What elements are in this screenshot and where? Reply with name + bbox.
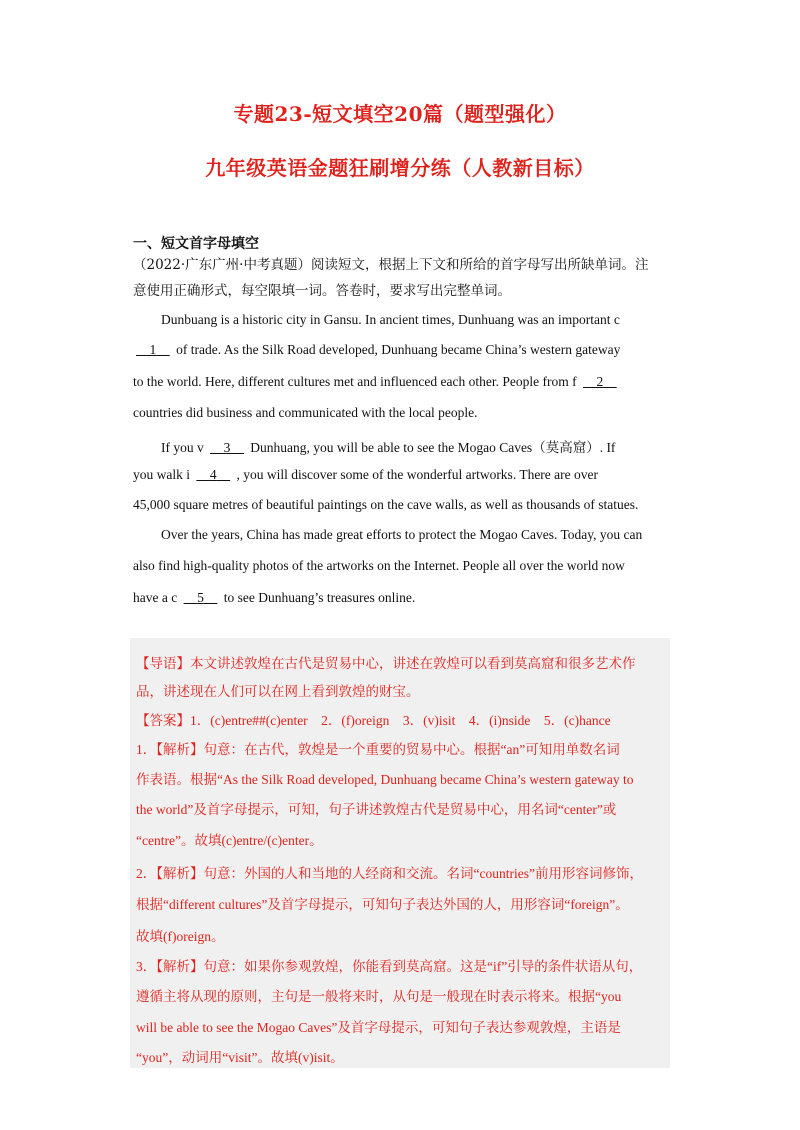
analysis-1-line: the world”及首字母提示，可知，句子讲述敦煌古代是贸易中心，用名词“center”或 — [136, 802, 617, 817]
answer-key: 【答案】1．(c)entre##(c)enter 2．(f)oreign 3．(v)isit 4．(i)nside 5．(c)hance — [136, 713, 611, 728]
analysis-3-line: 3．【解析】句意：如果你参观敦煌，你能看到莫高窟。这是“if”引导的条件状语从句， — [136, 959, 643, 974]
instructions-line-1: （2022·广东广州·中考真题）阅读短文，根据上下文和所给的首字母写出所缺单词。注 — [133, 257, 649, 273]
guide-line-1: 【导语】本文讲述敦煌在古代是贸易中心，讲述在敦煌可以看到莫高窟和很多艺术作 — [136, 656, 636, 671]
passage-line: Dunbuang is a historic city in Gansu. In ancient times, Dunhuang was an important c — [161, 312, 620, 327]
blank-3[interactable]: 3 — [223, 440, 231, 455]
passage-line: have a c 5 to see Dunhuang’s treasures online. — [133, 590, 416, 605]
section-heading: 一、短文首字母填空 — [133, 236, 259, 252]
passage-line: 45,000 square metres of beautiful paintings on the cave walls, as well as thousands of statues. — [133, 497, 639, 512]
page-subtitle: 九年级英语金题狂刷增分练（人教新目标） — [205, 156, 595, 180]
analysis-1-line: 1．【解析】句意：在古代，敦煌是一个重要的贸易中心。根据“an”可知用单数名词 — [136, 742, 620, 757]
passage-line: countries did business and communicated with the local people. — [133, 405, 478, 420]
guide-line-2: 品，讲述现在人们可以在网上看到敦煌的财宝。 — [136, 684, 420, 699]
analysis-2-line: 故填(f)oreign。 — [136, 929, 225, 944]
section-instructions — [133, 252, 673, 304]
analysis-1-line: “centre”。故填(c)entre/(c)enter。 — [136, 833, 323, 848]
instructions-line-2: 意使用正确形式，每空限填一词。答卷时，要求写出完整单词。 — [133, 283, 511, 299]
passage-line: If you v 3 Dunhuang, you will be able to see the Mogao Caves（莫高窟）. If — [161, 440, 616, 455]
page-title: 专题23-短文填空20篇（题型强化） — [233, 102, 567, 126]
passage-line: Over the years, China has made great efforts to protect the Mogao Caves. Today, you can — [161, 527, 643, 542]
passage-line: to the world. Here, different cultures met and influenced each other. People from f 2 — [133, 374, 673, 390]
passage-line: 1 of trade. As the Silk Road developed, Dunhuang became China’s western gateway — [133, 342, 673, 358]
analysis-3-line: will be able to see the Mogao Caves”及首字母提示，可知句子表达参观敦煌，主语是 — [136, 1020, 621, 1035]
analysis-3-line: “you”，动词用“visit”。故填(v)isit。 — [136, 1050, 344, 1065]
blank-2[interactable]: 2 — [596, 374, 604, 389]
analysis-2-line: 2．【解析】句意：外国的人和当地的人经商和交流。名词“countries”前用形容词修饰， — [136, 866, 643, 881]
analysis-2-line: 根据“different cultures”及首字母提示，可知句子表达外国的人，用形容词“foreign”。 — [136, 897, 629, 912]
blank-1[interactable]: 1 — [149, 342, 157, 357]
blank-5[interactable]: 5 — [197, 590, 204, 605]
analysis-3-line: 遵循主将从现的原则，主句是一般将来时，从句是一般现在时表示将来。根据“you — [136, 989, 622, 1004]
analysis-1-line: 作表语。根据“As the Silk Road developed, Dunhuang became China’s western gateway to — [136, 772, 634, 787]
blank-4[interactable]: 4 — [209, 467, 217, 482]
passage-line: also find high-quality photos of the artworks on the Internet. People all over the world now — [133, 558, 625, 573]
passage-line: you walk i 4 , you will discover some of the wonderful artworks. There are over — [133, 467, 599, 482]
